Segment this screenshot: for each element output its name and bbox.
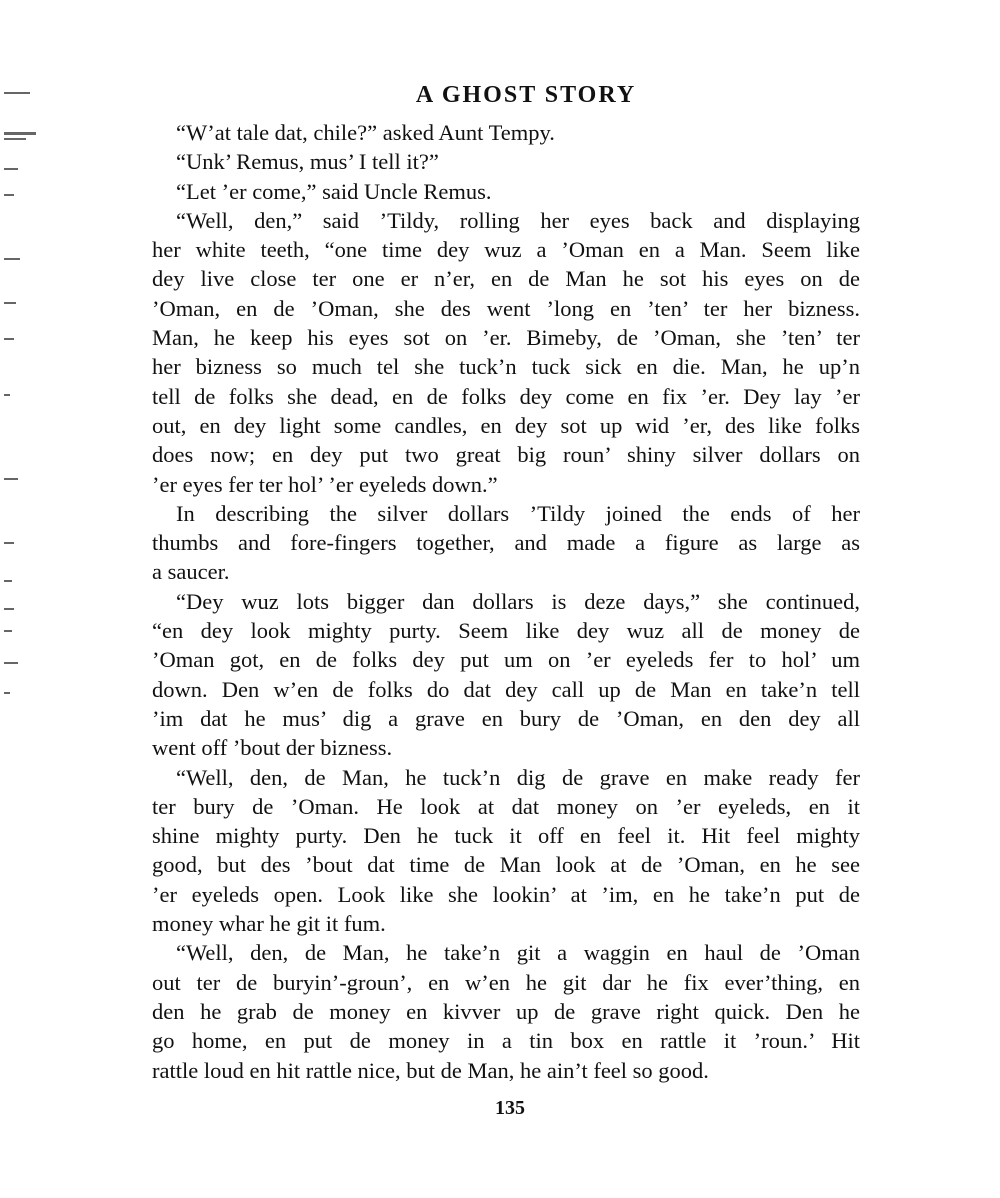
- text-line: rattle loud en hit rattle nice, but de Man, he ain’t feel so good.: [152, 1057, 709, 1083]
- text-line: In describing the silver dollars ’Tildy joined the ends of her: [176, 500, 860, 526]
- text-line: ’er eyeleds open. Look like she lookin’ at ’im, en he take’n put de: [152, 881, 860, 907]
- text-line: good, but des ’bout dat time de Man look at de ’Oman, en he see: [152, 852, 860, 878]
- body-text: [152, 118, 860, 1085]
- text-line: “Dey wuz lots bigger dan dollars is deze days,” she continued,: [176, 588, 860, 614]
- text-line: dey live close ter one er n’er, en de Man he sot his eyes on de: [152, 266, 860, 292]
- text-line: ’Oman, en de ’Oman, she des went ’long en ’ten’ ter her bizness.: [152, 295, 860, 321]
- text-line: “en dey look mighty purty. Seem like dey wuz all de money de: [152, 618, 860, 644]
- paragraph: [152, 938, 860, 1084]
- text-line: ter bury de ’Oman. He look at dat money on ’er eyeleds, en it: [152, 793, 860, 819]
- paragraph: [152, 118, 860, 147]
- text-line: out, en dey light some candles, en dey sot up wid ’er, des like folks: [152, 412, 860, 438]
- text-line: ’Oman got, en de folks dey put um on ’er eyeleds fer to hol’ um: [152, 647, 860, 673]
- text-line: thumbs and fore-fingers together, and made a figure as large as: [152, 530, 860, 556]
- text-line: “Well, den,” said ’Tildy, rolling her eyes back and displaying: [176, 207, 860, 233]
- text-line: went off ’bout der bizness.: [152, 735, 393, 761]
- paragraph: [152, 147, 860, 176]
- margin-scan-marks: [0, 80, 40, 720]
- text-line: her white teeth, “one time dey wuz a ’Oman en a Man. Seem like: [152, 237, 860, 263]
- book-page: [152, 78, 860, 1085]
- text-line: “Well, den, de Man, he tuck’n dig de grave en make ready fer: [176, 764, 860, 790]
- paragraph: [152, 177, 860, 206]
- text-line: down. Den w’en de folks do dat dey call up de Man en take’n tell: [152, 676, 860, 702]
- running-head: A GHOST STORY: [415, 82, 637, 108]
- text-line: her bizness so much tel she tuck’n tuck sick en die. Man, he up’n: [152, 354, 860, 380]
- text-line: “Well, den, de Man, he take’n git a waggin en haul de ’Oman: [176, 940, 860, 966]
- paragraph: [152, 206, 860, 499]
- text-line: “W’at tale dat, chile?” asked Aunt Tempy.: [176, 120, 555, 145]
- text-line: ’im dat he mus’ dig a grave en bury de ’Oman, en den dey all: [152, 705, 860, 731]
- page-number: 135: [495, 1097, 525, 1119]
- text-line: a saucer.: [152, 559, 230, 585]
- text-line: tell de folks she dead, en de folks dey come en fix ’er. Dey lay ’er: [152, 383, 860, 409]
- paragraph: [152, 763, 860, 939]
- text-line: ’er eyes fer ter hol’ ’er eyeleds down.”: [152, 471, 498, 497]
- text-line: go home, en put de money in a tin box en rattle it ’roun.’ Hit: [152, 1028, 860, 1054]
- text-line: “Let ’er come,” said Uncle Remus.: [176, 178, 492, 204]
- text-line: shine mighty purty. Den he tuck it off en feel it. Hit feel mighty: [152, 823, 860, 849]
- text-line: out ter de buryin’-groun’, en w’en he git dar he fix ever’thing, en: [152, 969, 860, 995]
- paragraph: [152, 499, 860, 587]
- text-line: money whar he git it fum.: [152, 911, 386, 937]
- text-line: does now; en dey put two great big roun’ shiny silver dollars on: [152, 442, 860, 468]
- paragraph: [152, 587, 860, 763]
- text-line: “Unk’ Remus, mus’ I tell it?”: [176, 149, 439, 175]
- text-line: Man, he keep his eyes sot on ’er. Bimeby, de ’Oman, she ’ten’ ter: [152, 325, 860, 351]
- text-line: den he grab de money en kivver up de grave right quick. Den he: [152, 998, 860, 1024]
